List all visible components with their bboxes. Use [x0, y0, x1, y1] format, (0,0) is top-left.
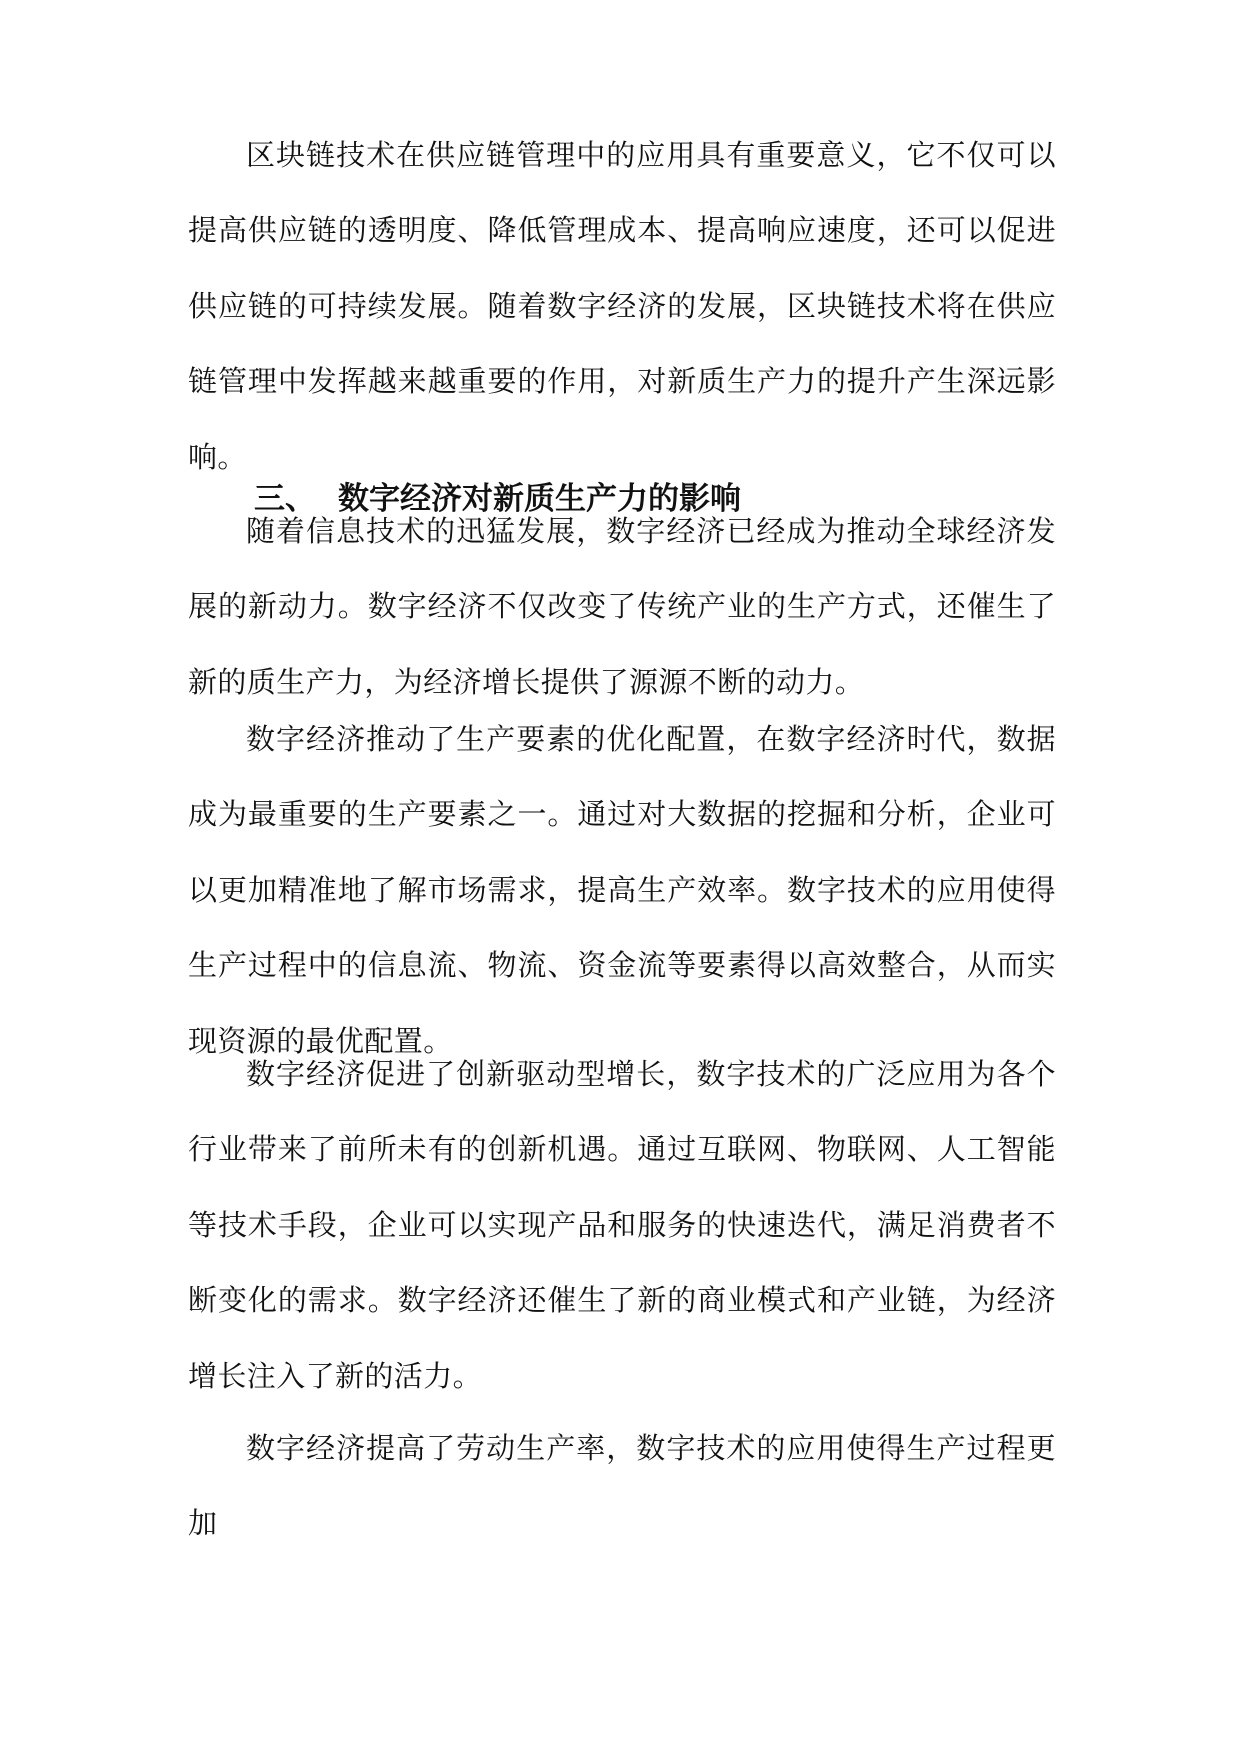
section-number: 三、 — [254, 481, 316, 517]
paragraph-factor-allocation: 数字经济推动了生产要素的优化配置，在数字经济时代，数据成为最重要的生产要素之一。通过对大数据的挖掘和分析，企业可以更加精准地了解市场需求，提高生产效率。数字技术的应用使得生产过程中的信息流、物流、资金流等要素得以高效整合，从而实现资源的最优配置。 — [188, 722, 1056, 1058]
paragraph-labor-productivity: 数字经济提高了劳动生产率，数字技术的应用使得生产过程更加 — [188, 1431, 1056, 1541]
paragraph-digital-economy-intro: 随着信息技术的迅猛发展，数字经济已经成为推动全球经济发展的新动力。数字经济不仅改变了传统产业的生产方式，还催生了新的质生产力，为经济增长提供了源源不断的动力。 — [188, 514, 1056, 699]
section-title: 数字经济对新质生产力的影响 — [338, 481, 741, 517]
paragraph-innovation-growth: 数字经济促进了创新驱动型增长，数字技术的广泛应用为各个行业带来了前所未有的创新机遇。通过互联网、物联网、人工智能等技术手段，企业可以实现产品和服务的快速迭代，满足消费者不断变化的需求。数字经济还催生了新的商业模式和产业链，为经济增长注入了新的活力。 — [188, 1057, 1056, 1393]
paragraph-blockchain-supply-chain: 区块链技术在供应链管理中的应用具有重要意义，它不仅可以提高供应链的透明度、降低管理成本、提高响应速度，还可以促进供应链的可持续发展。随着数字经济的发展，区块链技术将在供应链管理中发挥越来越重要的作用，对新质生产力的提升产生深远影响。 — [188, 138, 1056, 474]
